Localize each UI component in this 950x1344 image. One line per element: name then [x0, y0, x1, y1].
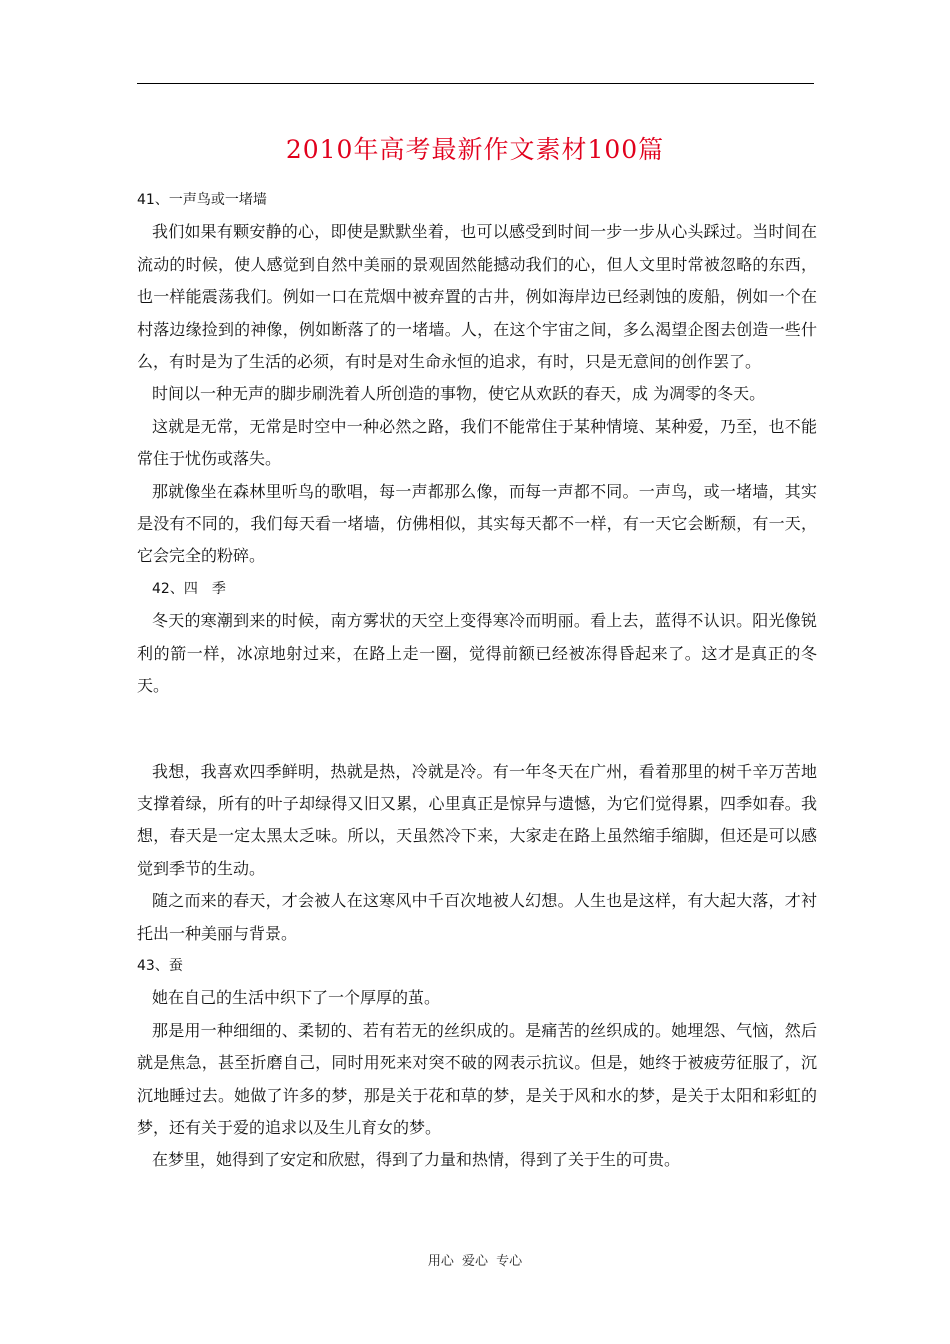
paragraph: 我们如果有颗安静的心，即使是默默坐着，也可以感受到时间一步一步从心头踩过。当时间在流动的时候，使人感觉到自然中美丽的景观固然能撼动我们的心，但人文里时常被忽略的东西，也一样能震荡我们。例如一口在荒烟中被弃置的古井，例如海岸边已经剥蚀的废船，例如一个在村落边缘捡到的神像，例如断落了的一堵墙。人，在这个宇宙之间，多么渴望企图去创造一些什么，有时是为了生活的必须，有时是对生命永恒的追求，有时，只是无意间的创作罢了。: [137, 222, 817, 372]
paragraph: 那是用一种细细的、柔韧的、若有若无的丝织成的。是痛苦的丝织成的。她埋怨、气恼，然后就是焦急，甚至折磨自己，同时用死来对突不破的网表示抗议。但是，她终于被疲劳征服了，沉沉地睡过去。她做了许多的梦，那是关于花和草的梦，是关于风和水的梦，是关于太阳和彩虹的梦，还有关于爱的追求以及生儿育女的梦。: [137, 1020, 817, 1137]
page-footer: 用心 爱心 专心: [427, 1254, 523, 1269]
paragraph-gap: [137, 703, 817, 756]
paragraph: 在梦里，她得到了安定和欣慰，得到了力量和热情，得到了关于生的可贵。: [152, 1150, 681, 1170]
paragraph: 冬天的寒潮到来的时候，南方雾状的天空上变得寒冷而明丽。看上去，蓝得不认识。阳光像锐利的箭一样，冰凉地射过来，在路上走一圈，觉得前额已经被冻得昏起来了。这才是真正的冬天。: [137, 611, 817, 696]
header-rule: [137, 83, 814, 84]
paragraph: 我想，我喜欢四季鲜明，热就是热，冷就是冷。有一年冬天在广州，看着那里的树千辛万苦地支撑着绿，所有的叶子却绿得又旧又累，心里真正是惊异与遗憾，为它们觉得累，四季如春。我想，春天是一定太黑太乏味。所以，天虽然冷下来，大家走在路上虽然缩手缩脚，但还是可以感觉到季节的生动。: [137, 761, 817, 878]
paragraph: 那就像坐在森林里听鸟的歌唱，每一声都那么像，而每一声都不同。一声鸟，或一堵墙，其实是没有不同的，我们每天看一堵墙，仿佛相似，其实每天都不一样，有一天它会断颓，有一天，它会完全的粉碎。: [137, 481, 817, 566]
section-heading: 41、一声鸟或一堵墙: [137, 192, 267, 208]
paragraph: 时间以一种无声的脚步刷洗着人所创造的事物，使它从欢跃的春天，成 为凋零的冬天。: [152, 384, 766, 404]
paragraph: 她在自己的生活中织下了一个厚厚的茧。: [152, 988, 441, 1008]
paragraph: 随之而来的春天，才会被人在这寒风中千百次地被人幻想。人生也是这样，有大起大落，才衬托出一种美丽与背景。: [137, 891, 817, 943]
paragraph: 这就是无常，无常是时空中一种必然之路，我们不能常住于某种情境、某种爱，乃至，也不能常住于忧伤或落失。: [137, 416, 817, 469]
document-title: 2010年高考最新作文素材100篇: [285, 135, 665, 164]
document-body: [137, 184, 817, 1177]
section-heading: 42、四 季: [152, 580, 226, 597]
section-heading: 43、蚕: [137, 957, 183, 974]
